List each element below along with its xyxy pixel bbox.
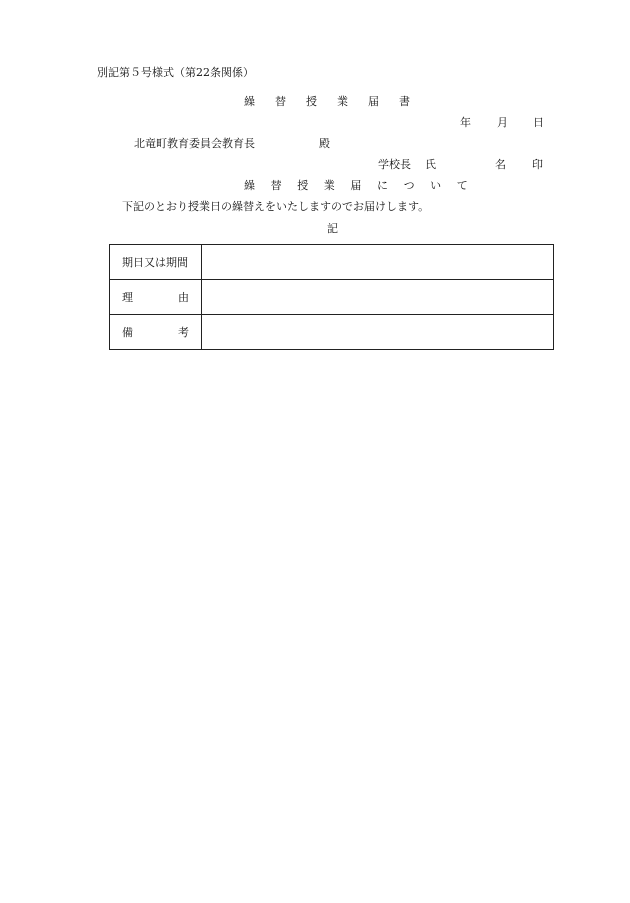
reason-label-cell <box>110 280 202 315</box>
date-year: 年 <box>460 116 471 129</box>
subject-line: 繰 替 授 業 届 に つ い て <box>244 179 474 192</box>
sender-shi: 氏 <box>425 158 436 171</box>
date-day: 日 <box>533 116 544 129</box>
ki-heading: 記 <box>327 222 338 235</box>
period-value-cell <box>202 245 554 280</box>
period-label: 期日又は期間 <box>122 256 188 269</box>
body-text: 下記のとおり授業日の繰替えをいたしますのでお届けします。 <box>122 200 430 213</box>
table-row <box>110 315 554 350</box>
remarks-label-a: 備 <box>122 326 133 339</box>
table-row <box>110 280 554 315</box>
remarks-label-b: 考 <box>178 326 189 339</box>
details-table <box>109 244 554 350</box>
honorific: 殿 <box>319 137 330 150</box>
form-number: 別記第５号様式（第22条関係） <box>97 66 254 79</box>
date-month: 月 <box>497 116 508 129</box>
reason-label-b: 由 <box>178 291 189 304</box>
sender-role: 学校長 <box>378 158 411 171</box>
addressee: 北竜町教育委員会教育長 <box>134 137 255 150</box>
seal-mark: 印 <box>532 158 543 171</box>
sender-mei: 名 <box>495 158 506 171</box>
reason-label-a: 理 <box>122 291 133 304</box>
reason-value-cell <box>202 280 554 315</box>
table-row <box>110 245 554 280</box>
remarks-value-cell <box>202 315 554 350</box>
remarks-label-cell <box>110 315 202 350</box>
document-title: 繰 替 授 業 届 書 <box>244 95 419 108</box>
period-label-cell <box>110 245 202 280</box>
